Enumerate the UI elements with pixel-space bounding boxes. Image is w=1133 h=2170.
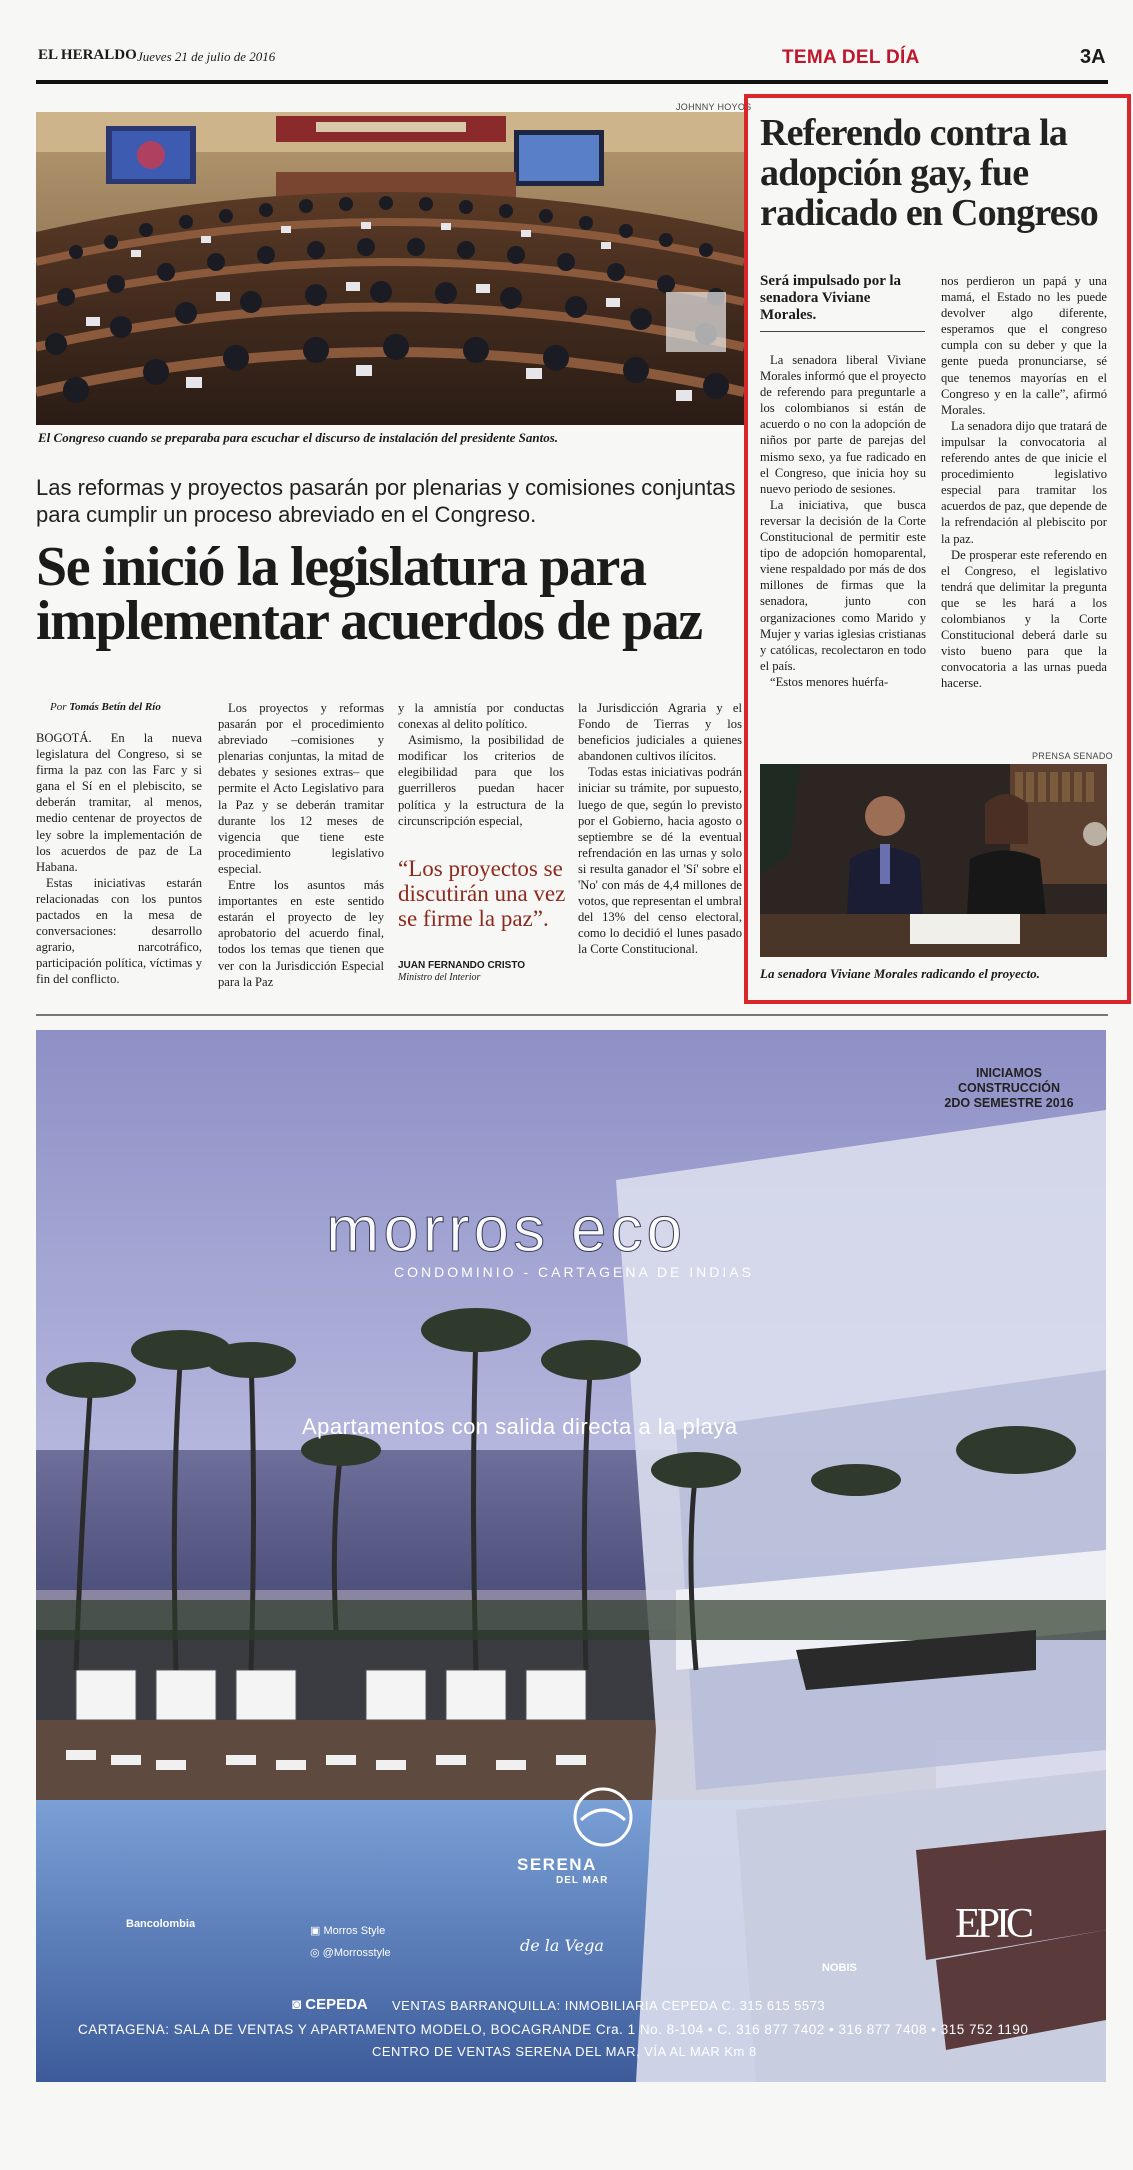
facebook-icon: ▣ [310, 1925, 324, 1937]
publication-name: EL HERALDO [38, 47, 137, 63]
main-photo-caption: El Congreso cuando se preparaba para escuchar el discurso de instalación del presidente Santos. [38, 430, 559, 445]
serena-del-mar-logo: SERENA [517, 1855, 597, 1874]
paragraph: De prosperar este referendo en el Congreso, el legislativo tendrá que delimitar la pregunta que se les hará a los colombianos y la Corte Constitucional deberá darle su visto bueno para que la convocatoria a las urnas pueda hacerse. [941, 547, 1107, 691]
paragraph: La senadora dijo que tratará de impulsar la convocatoria al referendo antes de que inicie el procedimiento legislativo especial para tramitar los acuerdos de paz, que depende de la refrendación al plebiscito por la paz. [941, 418, 1107, 546]
article-bottom-rule [36, 1014, 1108, 1016]
paragraph: Entre los asuntos más importantes en este sentido estarán el proyecto de ley aprobatorio del acuerdo final, todos los temas que tienen que ver con la Jurisdicción Especial para la Paz [218, 878, 384, 989]
ad-brand-subtitle: CONDOMINIO - CARTAGENA DE INDIAS [394, 1264, 754, 1280]
section-title: TEMA DEL DÍA [782, 47, 920, 68]
ad-construction-line-2: 2DO SEMESTRE 2016 [944, 1096, 1074, 1110]
paragraph: y la amnistía por conductas conexas al delito político. [398, 701, 564, 732]
body-column-2 [218, 700, 384, 990]
main-photo-credit: JOHNNY HOYOS [676, 102, 752, 112]
paragraph: la Jurisdicción Agraria y el Fondo de Tierras y los beneficios judiciales a quienes abandonen cultivos ilícitos. [578, 701, 742, 764]
paragraph: “Estos menores huérfa- [770, 674, 889, 689]
ad-tagline: Apartamentos con salida directa a la playa [302, 1414, 738, 1439]
real-estate-advertisement [36, 1030, 1106, 2082]
sidebar-subhead: Será impulsado por la senadora Viviane Morales. [760, 273, 901, 323]
paragraph: La iniciativa, que busca reversar la decisión de la Corte Constitucional de permitir este tipo de adopción homoparental, viene respaldado por más de dos millones de firmas que la senadora, junto con organizaciones como Marido y Mujer y varias iglesias cristianas y católicas, recolectaron en todo el país. [760, 497, 926, 673]
page-number: 3A [1080, 46, 1106, 68]
cepeda-icon: ◙ [292, 1996, 306, 2013]
nobis-logo: NOBIS [822, 1962, 857, 1974]
ad-construction-line-1: INICIAMOS CONSTRUCCIÓN [957, 1066, 1061, 1095]
sidebar-column-1 [760, 352, 926, 690]
sidebar-photo-credit: PRENSA SENADO [1032, 751, 1113, 761]
sidebar-headline: Referendo contra la adopción gay, fue radicado en Congreso [760, 112, 1098, 234]
paragraph: nos perdieron un papá y una mamá, el Estado no les puede devolver algo diferente, esperamos que el congreso cumpla con su deber y que la gente pueda pronunciarse, sé que tenemos mayorías en el Congreso y en la calle”, afirmó Morales. [941, 274, 1107, 417]
story-deck: Las reformas y proyectos pasarán por plenarias y comisiones conjuntas para cumplir un proceso abreviado en el Congreso. [36, 475, 736, 527]
pull-quote-role: Ministro del Interior [398, 972, 481, 983]
architect-signature: de la Vega [520, 1936, 604, 1955]
sidebar-photo-caption: La senadora Viviane Morales radicando el proyecto. [760, 966, 1040, 981]
paragraph: Todas estas iniciativas podrán iniciar su trámite, por supuesto, luego de que, según lo previsto por el Gobierno, hacia agosto o septiembre se dé la eventual refrendación en las urnas y solo si resulta ganador el 'Sí' sobre el 'No' con más de 4,4 millones de votos, que representan el umbral del 13% del censo electoral, como lo decidió el lunes pasado la Corte Constitucional. [578, 765, 743, 957]
social-instagram-label: @Morrosstyle [322, 1947, 391, 1959]
paragraph: Asimismo, la posibilidad de modificar los criterios de elegibilidad para que los guerrilleros puedan hacer política y la estructura de la circunscripción especial, [398, 733, 564, 828]
cepeda-logo [292, 1996, 368, 2013]
senator-photo [760, 764, 1107, 957]
paragraph: Estas iniciativas estarán relacionadas con los puntos pactados en la mesa de conversaciones: desarrollo agrario, narcotráfico, participación política, víctimas y fin del conflicto. [36, 875, 202, 987]
byline [50, 701, 161, 713]
instagram-icon: ◎ [310, 1947, 323, 1959]
ad-contact-barranquilla: VENTAS BARRANQUILLA: INMOBILIARIA CEPEDA C. 315 615 5573 [392, 1998, 826, 2013]
byline-prefix: Por [50, 701, 70, 713]
ad-contact-cartagena: CARTAGENA: SALA DE VENTAS Y APARTAMENTO MODELO, BOCAGRANDE Cra. 1 No. 8-104 • C. 316 877 7402 • 316 877 7408 • 315 752 1190 [78, 2022, 1029, 2037]
sidebar-column-2 [941, 273, 1107, 691]
social-instagram [310, 1946, 391, 1959]
ad-brand-logo: morros eco [326, 1193, 687, 1265]
sidebar-subhead-rule [760, 331, 925, 332]
congress-photo [36, 112, 744, 425]
body-column-3 [398, 700, 564, 829]
pull-quote: “Los proyectos se discutirán una vez se firme la paz”. [398, 856, 566, 931]
cepeda-label: CEPEDA [305, 1996, 368, 2013]
bancolombia-logo: Bancolombia [126, 1918, 196, 1930]
serena-del-mar-subtitle: DEL MAR [556, 1875, 609, 1886]
epic-logo: EPIC [955, 1901, 1031, 1947]
paragraph: Los proyectos y reformas pasarán por el procedimiento abreviado –comisiones y plenarias conjuntas, la mitad de debates y sesiones extras– que permite el Acto Legislativo para la Paz y se deberán tramitar durante los 12 meses de vigencia que tiene este procedimiento legislativo especial. [218, 701, 384, 876]
paragraph: La senadora liberal Viviane Morales informó que el proyecto de referendo para preguntarle a los colombianos si están de acuerdo o no con la adopción de niños por parte de parejas del mismo sexo, ya fue radicado en el Congreso, que inicia hoy su nuevo periodo de sesiones. [760, 353, 926, 496]
pull-quote-author: JUAN FERNANDO CRISTO [398, 960, 526, 971]
social-facebook-label: Morros Style [323, 1925, 386, 1937]
byline-author: Tomás Betín del Río [69, 701, 161, 713]
social-facebook [310, 1924, 385, 1937]
header-rule [36, 80, 1108, 84]
body-column-4 [578, 700, 742, 958]
ad-construction-notice [934, 1066, 1084, 1111]
paragraph: BOGOTÁ. En la nueva legislatura del Congreso, si se firma la paz con las Farc y si gana el Sí en el plebiscito, se deberán tramitar, al menos, medio centenar de proyectos de ley sobre la implementación de los acuerdos de paz de La Habana. [36, 731, 202, 874]
issue-date: Jueves 21 de julio de 2016 [137, 49, 276, 64]
body-column-1 [36, 730, 202, 988]
story-headline: Se inició la legislatura para implementar acuerdos de paz [36, 536, 702, 652]
ad-contact-serena: CENTRO DE VENTAS SERENA DEL MAR, VÍA AL MAR Km 8 [372, 2044, 757, 2059]
